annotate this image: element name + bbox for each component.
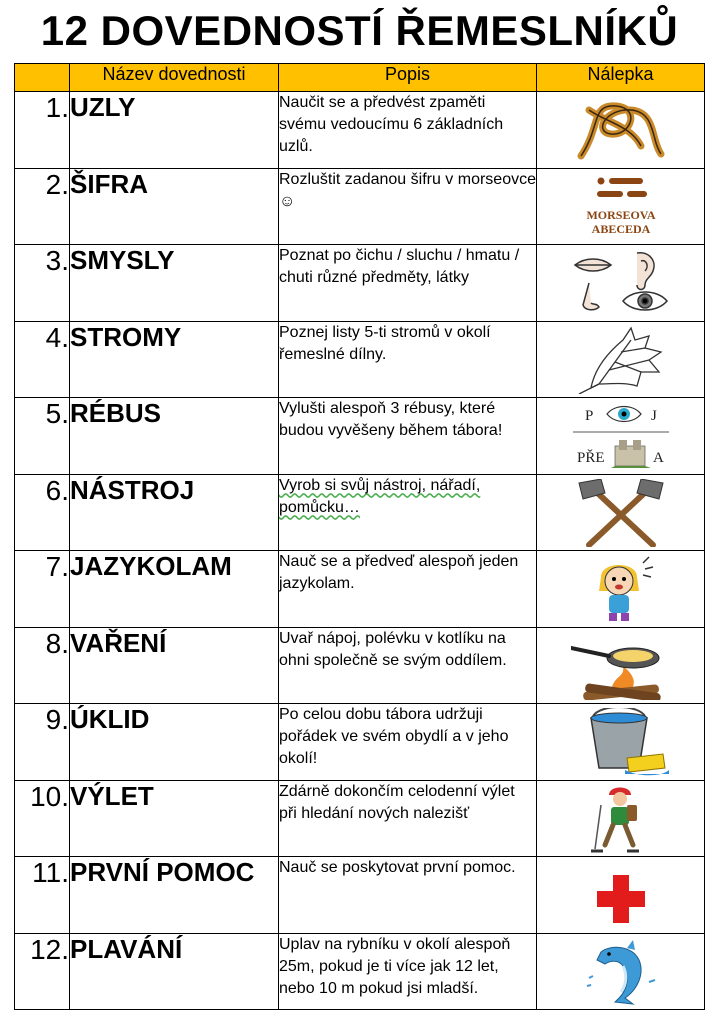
skill-description: Po celou dobu tábora udržuji pořádek ve svém obydlí a v jeho okolí! — [279, 704, 537, 781]
skill-name: PLAVÁNÍ — [70, 933, 279, 1010]
row-number: 3. — [15, 245, 70, 322]
skill-name: NÁSTROJ — [70, 474, 279, 551]
table-row — [15, 168, 705, 245]
skill-description: Nauč se poskytovat první pomoc. — [279, 857, 537, 934]
skill-description: Nauč se a předveď alespoň jeden jazykolam. — [279, 551, 537, 628]
header-row — [15, 64, 705, 92]
sticker-cell — [537, 704, 705, 781]
leaf-icon — [537, 322, 704, 398]
header-number — [15, 64, 70, 92]
skill-description: Rozluštit zadanou šifru v morseovce ☺ — [279, 168, 537, 245]
table-row — [15, 474, 705, 551]
skill-description: Uvař nápoj, polévku v kotlíku na ohni společně se svým oddílem. — [279, 627, 537, 704]
skill-name: STROMY — [70, 321, 279, 398]
dolphin-icon — [537, 934, 704, 1010]
row-number: 8. — [15, 627, 70, 704]
row-number: 1. — [15, 92, 70, 169]
table-row — [15, 857, 705, 934]
red-cross-icon — [537, 857, 704, 933]
header-description: Popis — [279, 64, 537, 92]
row-number: 5. — [15, 398, 70, 475]
bucket-sponge-icon — [537, 704, 704, 780]
table-row — [15, 627, 705, 704]
header-name: Název dovednosti — [70, 64, 279, 92]
morse-code-icon — [537, 169, 704, 245]
sticker-cell — [537, 321, 705, 398]
skill-description — [279, 780, 537, 857]
skill-name: VAŘENÍ — [70, 627, 279, 704]
table-row — [15, 933, 705, 1010]
table-row — [15, 398, 705, 475]
sticker-cell — [537, 780, 705, 857]
table-row — [15, 321, 705, 398]
sticker-cell — [537, 627, 705, 704]
sticker-cell — [537, 933, 705, 1010]
skill-description: Vylušti alespoň 3 rébusy, které budou vyvěšeny během tábora! — [279, 398, 537, 475]
sticker-cell — [537, 474, 705, 551]
row-number: 10. — [15, 780, 70, 857]
row-number: 6. — [15, 474, 70, 551]
crossed-axes-icon — [537, 475, 704, 551]
skill-description: Poznej listy 5-ti stromů v okolí řemeslné dílny. — [279, 321, 537, 398]
row-number: 11. — [15, 857, 70, 934]
sticker-cell — [537, 92, 705, 169]
header-sticker: Nálepka — [537, 64, 705, 92]
talking-girl-icon — [537, 551, 704, 627]
table-row — [15, 780, 705, 857]
sticker-cell — [537, 168, 705, 245]
hiker-icon — [537, 781, 704, 857]
sticker-cell — [537, 398, 705, 475]
morse-label-1: MORSEOVA — [586, 207, 656, 222]
row-number: 2. — [15, 168, 70, 245]
skill-name: PRVNÍ POMOC — [70, 857, 279, 934]
campfire-pan-icon — [537, 628, 704, 704]
skill-description: Poznat po čichu / sluchu / hmatu / chuti různé předměty, látky — [279, 245, 537, 322]
sticker-cell — [537, 857, 705, 934]
page-title: 12 DOVEDNOSTÍ ŘEMESLNÍKŮ — [40, 7, 679, 54]
row-number: 7. — [15, 551, 70, 628]
table-row — [15, 704, 705, 781]
senses-icon — [537, 245, 704, 321]
row-number: 12. — [15, 933, 70, 1010]
rebus-letter-p: P — [585, 408, 594, 424]
skill-name: RÉBUS — [70, 398, 279, 475]
skills-table — [14, 63, 705, 1010]
table-row — [15, 551, 705, 628]
skill-description: Uplav na rybníku v okolí alespoň 25m, pokud je ti více jak 12 let, nebo 10 m pokud jsi mladší. — [279, 933, 537, 1010]
row-number: 4. — [15, 321, 70, 398]
skill-name: ŠIFRA — [70, 168, 279, 245]
skill-name: SMYSLY — [70, 245, 279, 322]
skill-name: JAZYKOLAM — [70, 551, 279, 628]
row-number: 9. — [15, 704, 70, 781]
rebus-icon — [537, 398, 704, 474]
rebus-letter-a: A — [653, 450, 664, 466]
sticker-cell — [537, 245, 705, 322]
skill-description: Naučit se a předvést zpaměti svému vedoucímu 6 základních uzlů. — [279, 92, 537, 169]
description-text: Zdárně dokončím celodenní výlet při hledání nových nalezišť — [279, 782, 515, 822]
skill-name: ÚKLID — [70, 704, 279, 781]
rebus-letters-pre: PŘE — [577, 450, 605, 466]
knot-icon — [537, 92, 704, 168]
skill-name: UZLY — [70, 92, 279, 169]
skill-name: VÝLET — [70, 780, 279, 857]
rebus-letter-j: J — [651, 408, 657, 424]
description-text: Vyrob si svůj nástroj, nářadí, pomůcku… — [279, 476, 481, 516]
skill-description — [279, 474, 537, 551]
table-row — [15, 92, 705, 169]
morse-label-2: ABECEDA — [591, 221, 651, 236]
sticker-cell — [537, 551, 705, 628]
table-row — [15, 245, 705, 322]
